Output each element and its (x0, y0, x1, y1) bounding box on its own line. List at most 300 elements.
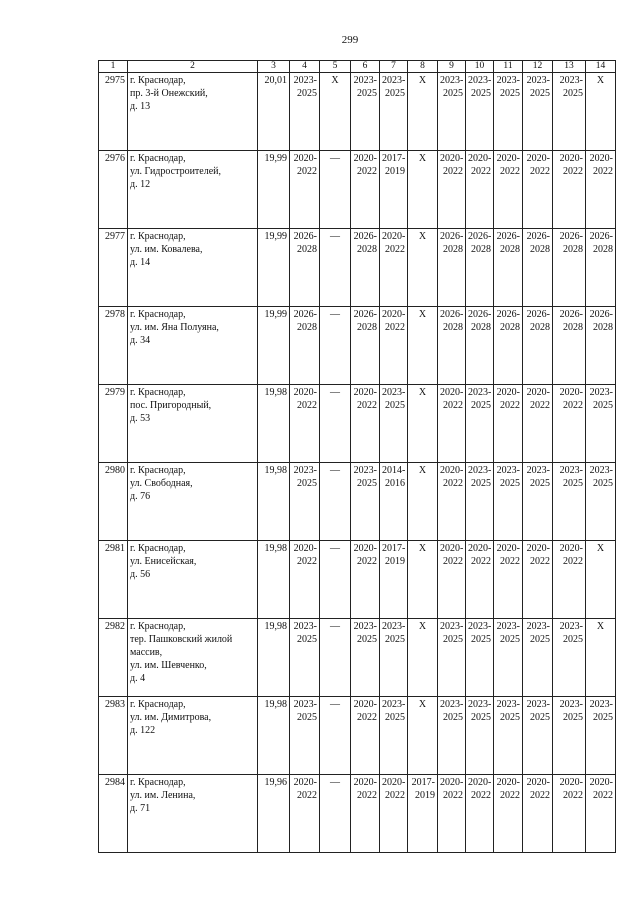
year-part: 2023- (293, 699, 317, 710)
year-range-cell (553, 73, 586, 151)
row-number: 2983 (99, 697, 128, 775)
year-range-cell (380, 697, 408, 775)
mark-text: — (330, 153, 340, 164)
mark-cell (320, 385, 351, 463)
year-part: 2016 (385, 478, 405, 489)
mark-cell (586, 541, 616, 619)
year-range-cell (586, 385, 616, 463)
year-part: 2028 (297, 322, 317, 333)
address-line: ул. им. Ленина, (130, 790, 196, 801)
year-part: 2025 (471, 400, 491, 411)
year-range-cell (466, 619, 494, 697)
year-range-cell (290, 307, 320, 385)
column-number-12: 12 (523, 61, 553, 73)
year-part: 2025 (530, 88, 550, 99)
year-part: 2023- (468, 621, 492, 632)
year-range-cell (494, 619, 523, 697)
address-cell (128, 619, 258, 697)
year-part: 2025 (297, 634, 317, 645)
year-part: 2022 (530, 400, 550, 411)
year-part: 2026- (353, 309, 377, 320)
year-range-cell (523, 463, 553, 541)
value-cell: 19,98 (258, 697, 290, 775)
year-range-cell (494, 385, 523, 463)
address-line: ул. им. Яна Полуяна, (130, 322, 219, 333)
year-range-cell (290, 151, 320, 229)
year-part: 2028 (443, 322, 463, 333)
year-part: 2022 (297, 166, 317, 177)
mark-text: — (330, 465, 340, 476)
row-number: 2976 (99, 151, 128, 229)
mark-cell (320, 307, 351, 385)
address-line: д. 71 (130, 803, 151, 814)
value-cell: 19,98 (258, 619, 290, 697)
year-part: 2023- (496, 699, 520, 710)
address-line: ул. им. Димитрова, (130, 712, 212, 723)
address-line: г. Краснодар, (130, 465, 186, 476)
year-range-cell (351, 151, 380, 229)
year-part: 2019 (385, 556, 405, 567)
year-part: 2028 (530, 244, 550, 255)
mark-text: X (596, 75, 605, 86)
mark-cell (320, 463, 351, 541)
year-range-cell (351, 697, 380, 775)
year-part: 2025 (385, 634, 405, 645)
mark-cell (408, 73, 438, 151)
year-part: 2022 (593, 790, 613, 801)
year-part: 2020- (353, 699, 377, 710)
year-part: 2020- (440, 543, 464, 554)
year-part: 2028 (471, 322, 491, 333)
table-row (99, 619, 616, 697)
value-cell: 19,96 (258, 775, 290, 853)
year-part: 2020- (589, 777, 613, 788)
year-part: 2023- (526, 75, 550, 86)
year-range-cell (466, 697, 494, 775)
mark-cell (408, 385, 438, 463)
year-part: 2026- (526, 309, 550, 320)
mark-cell (320, 775, 351, 853)
year-part: 2023- (559, 465, 583, 476)
year-part: 2028 (593, 244, 613, 255)
year-part: 2025 (500, 478, 520, 489)
year-part: 2025 (471, 88, 491, 99)
year-range-cell (351, 541, 380, 619)
year-part: 2026- (293, 231, 317, 242)
year-part: 2020- (353, 777, 377, 788)
column-number-8: 8 (408, 61, 438, 73)
year-part: 2025 (297, 88, 317, 99)
year-part: 2020- (382, 231, 406, 242)
year-part: 2023- (559, 75, 583, 86)
address-line: д. 76 (130, 491, 151, 502)
year-part: 2025 (500, 712, 520, 723)
mark-text: X (418, 75, 427, 86)
year-part: 2022 (593, 166, 613, 177)
address-line: ул. им. Шевченко, (130, 660, 207, 671)
year-range-cell (494, 541, 523, 619)
year-part: 2020- (559, 153, 583, 164)
mark-text: X (418, 621, 427, 632)
mark-text: — (330, 309, 340, 320)
address-line: ул. Енисейская, (130, 556, 197, 567)
mark-text: — (330, 621, 340, 632)
address-line: ул. им. Ковалева, (130, 244, 203, 255)
year-part: 2028 (297, 244, 317, 255)
year-part: 2023- (382, 699, 406, 710)
year-part: 2022 (385, 244, 405, 255)
year-part: 2025 (357, 634, 377, 645)
year-range-cell (586, 697, 616, 775)
year-part: 2026- (440, 231, 464, 242)
year-part: 2025 (357, 88, 377, 99)
year-range-cell (553, 697, 586, 775)
year-part: 2028 (593, 322, 613, 333)
year-range-cell (553, 775, 586, 853)
year-range-cell (438, 619, 466, 697)
year-part: 2023- (589, 387, 613, 398)
year-part: 2022 (443, 478, 463, 489)
year-range-cell (380, 307, 408, 385)
mark-text: X (418, 309, 427, 320)
year-part: 2025 (385, 712, 405, 723)
year-range-cell (438, 541, 466, 619)
column-number-1: 1 (99, 61, 128, 73)
year-range-cell (523, 73, 553, 151)
year-part: 2020- (496, 777, 520, 788)
address-line: д. 34 (130, 335, 151, 346)
year-range-cell (586, 307, 616, 385)
year-part: 2023- (353, 621, 377, 632)
mark-cell (320, 541, 351, 619)
year-part: 2025 (593, 400, 613, 411)
year-range-cell (466, 541, 494, 619)
address-line: д. 13 (130, 101, 151, 112)
year-part: 2023- (382, 75, 406, 86)
value-cell: 19,99 (258, 307, 290, 385)
mark-text: — (330, 699, 340, 710)
year-part: 2017- (382, 543, 406, 554)
year-part: 2020- (468, 153, 492, 164)
address-line: г. Краснодар, (130, 231, 186, 242)
year-part: 2022 (500, 166, 520, 177)
year-range-cell (523, 307, 553, 385)
year-part: 2022 (530, 556, 550, 567)
mark-text: X (418, 465, 427, 476)
year-part: 2022 (297, 790, 317, 801)
mark-text: X (596, 543, 605, 554)
address-line: пос. Пригородный, (130, 400, 212, 411)
year-part: 2017- (382, 153, 406, 164)
year-part: 2023- (526, 699, 550, 710)
year-part: 2023- (526, 465, 550, 476)
mark-cell (408, 697, 438, 775)
mark-cell (320, 73, 351, 151)
address-line: г. Краснодар, (130, 153, 186, 164)
year-part: 2020- (496, 153, 520, 164)
year-range-cell (438, 73, 466, 151)
year-range-cell (494, 151, 523, 229)
year-range-cell (523, 541, 553, 619)
row-number: 2981 (99, 541, 128, 619)
mark-text: X (331, 75, 339, 86)
mark-cell (408, 619, 438, 697)
row-number: 2980 (99, 463, 128, 541)
mark-text: X (418, 231, 427, 242)
year-part: 2020- (559, 543, 583, 554)
address-cell (128, 541, 258, 619)
column-number-7: 7 (380, 61, 408, 73)
year-part: 2022 (357, 712, 377, 723)
year-part: 2026- (293, 309, 317, 320)
year-part: 2014- (382, 465, 406, 476)
mark-text: — (330, 543, 340, 554)
year-range-cell (466, 229, 494, 307)
address-line: д. 53 (130, 413, 151, 424)
year-range-cell (438, 151, 466, 229)
year-range-cell (466, 151, 494, 229)
year-part: 2023- (440, 699, 464, 710)
address-cell (128, 463, 258, 541)
column-number-6: 6 (351, 61, 380, 73)
year-range-cell (290, 463, 320, 541)
year-part: 2020- (496, 387, 520, 398)
address-line: массив, (130, 647, 163, 658)
year-part: 2025 (563, 712, 583, 723)
mark-text: X (418, 699, 427, 710)
year-part: 2026- (589, 231, 613, 242)
column-number-9: 9 (438, 61, 466, 73)
year-range-cell (466, 307, 494, 385)
mark-text: X (418, 153, 427, 164)
year-range-cell (438, 385, 466, 463)
column-number-row (99, 61, 616, 73)
year-part: 2023- (382, 621, 406, 632)
row-number: 2977 (99, 229, 128, 307)
year-part: 2026- (440, 309, 464, 320)
year-part: 2023- (559, 621, 583, 632)
year-part: 2020- (559, 777, 583, 788)
year-part: 2028 (443, 244, 463, 255)
year-range-cell (351, 463, 380, 541)
address-line: г. Краснодар, (130, 543, 186, 554)
year-range-cell (466, 775, 494, 853)
mark-cell (586, 619, 616, 697)
year-range-cell (380, 73, 408, 151)
year-part: 2025 (297, 478, 317, 489)
year-range-cell (494, 697, 523, 775)
row-number: 2975 (99, 73, 128, 151)
year-part: 2020- (526, 543, 550, 554)
value-cell: 19,98 (258, 541, 290, 619)
mark-text: — (330, 387, 340, 398)
year-part: 2022 (563, 166, 583, 177)
year-part: 2026- (589, 309, 613, 320)
column-number-3: 3 (258, 61, 290, 73)
year-part: 2022 (297, 400, 317, 411)
year-range-cell (466, 463, 494, 541)
year-part: 2022 (443, 400, 463, 411)
year-part: 2025 (471, 634, 491, 645)
year-part: 2025 (443, 634, 463, 645)
year-range-cell (494, 307, 523, 385)
table-row (99, 151, 616, 229)
year-part: 2028 (500, 244, 520, 255)
year-part: 2022 (563, 556, 583, 567)
year-range-cell (553, 463, 586, 541)
year-part: 2022 (530, 166, 550, 177)
year-range-cell (351, 385, 380, 463)
value-cell: 19,99 (258, 229, 290, 307)
mark-text: — (330, 231, 340, 242)
year-range-cell (380, 385, 408, 463)
year-part: 2022 (563, 400, 583, 411)
year-part: 2019 (385, 166, 405, 177)
mark-text: — (330, 777, 340, 788)
table-row (99, 541, 616, 619)
row-number: 2979 (99, 385, 128, 463)
mark-cell (408, 541, 438, 619)
year-part: 2025 (357, 478, 377, 489)
mark-cell (320, 229, 351, 307)
year-part: 2023- (496, 621, 520, 632)
year-range-cell (380, 229, 408, 307)
year-part: 2028 (563, 322, 583, 333)
year-part: 2025 (471, 712, 491, 723)
year-part: 2020- (293, 543, 317, 554)
year-part: 2023- (293, 75, 317, 86)
year-range-cell (586, 775, 616, 853)
column-number-2: 2 (128, 61, 258, 73)
table-row (99, 385, 616, 463)
mark-cell (320, 619, 351, 697)
year-part: 2023- (440, 75, 464, 86)
year-part: 2025 (530, 712, 550, 723)
mark-cell (320, 697, 351, 775)
year-range-cell (438, 463, 466, 541)
column-number-5: 5 (320, 61, 351, 73)
year-part: 2028 (471, 244, 491, 255)
address-cell (128, 385, 258, 463)
year-part: 2028 (530, 322, 550, 333)
year-part: 2022 (443, 166, 463, 177)
address-cell (128, 775, 258, 853)
year-part: 2025 (563, 634, 583, 645)
year-range-cell (290, 541, 320, 619)
year-part: 2026- (559, 231, 583, 242)
year-part: 2028 (357, 322, 377, 333)
year-range-cell (523, 775, 553, 853)
year-part: 2026- (559, 309, 583, 320)
year-part: 2017- (411, 777, 435, 788)
year-part: 2022 (297, 556, 317, 567)
year-part: 2025 (500, 88, 520, 99)
mark-text: X (596, 621, 605, 632)
year-part: 2022 (530, 790, 550, 801)
year-part: 2020- (526, 777, 550, 788)
year-range-cell (408, 775, 438, 853)
table-row (99, 463, 616, 541)
address-line: ул. Свободная, (130, 478, 193, 489)
register-table (98, 60, 616, 853)
year-part: 2023- (496, 75, 520, 86)
year-range-cell (351, 307, 380, 385)
year-range-cell (290, 697, 320, 775)
address-line: д. 56 (130, 569, 151, 580)
year-range-cell (351, 229, 380, 307)
address-line: пр. 3-й Онежский, (130, 88, 208, 99)
year-part: 2023- (589, 465, 613, 476)
column-number-10: 10 (466, 61, 494, 73)
year-part: 2022 (471, 166, 491, 177)
year-range-cell (494, 73, 523, 151)
year-range-cell (380, 619, 408, 697)
year-range-cell (438, 229, 466, 307)
year-part: 2022 (563, 790, 583, 801)
year-part: 2022 (471, 556, 491, 567)
year-part: 2020- (468, 777, 492, 788)
year-range-cell (351, 619, 380, 697)
value-cell: 19,98 (258, 463, 290, 541)
year-range-cell (380, 775, 408, 853)
year-part: 2023- (353, 465, 377, 476)
row-number: 2978 (99, 307, 128, 385)
mark-cell (586, 73, 616, 151)
year-range-cell (523, 229, 553, 307)
year-range-cell (523, 697, 553, 775)
address-line: г. Краснодар, (130, 309, 186, 320)
year-range-cell (523, 619, 553, 697)
year-range-cell (523, 385, 553, 463)
year-range-cell (523, 151, 553, 229)
year-part: 2022 (443, 556, 463, 567)
row-number: 2982 (99, 619, 128, 697)
year-part: 2020- (440, 153, 464, 164)
address-line: г. Краснодар, (130, 699, 186, 710)
year-range-cell (438, 697, 466, 775)
table-row (99, 73, 616, 151)
year-part: 2020- (440, 777, 464, 788)
year-range-cell (466, 385, 494, 463)
year-range-cell (553, 541, 586, 619)
year-part: 2022 (471, 790, 491, 801)
address-cell (128, 151, 258, 229)
year-part: 2022 (357, 556, 377, 567)
year-part: 2023- (293, 465, 317, 476)
mark-cell (408, 151, 438, 229)
year-range-cell (586, 463, 616, 541)
year-range-cell (438, 775, 466, 853)
year-part: 2020- (559, 387, 583, 398)
year-range-cell (290, 385, 320, 463)
address-cell (128, 697, 258, 775)
mark-cell (408, 307, 438, 385)
address-line: г. Краснодар, (130, 777, 186, 788)
year-part: 2020- (496, 543, 520, 554)
year-part: 2020- (589, 153, 613, 164)
year-part: 2022 (357, 790, 377, 801)
table-row (99, 697, 616, 775)
year-part: 2025 (500, 634, 520, 645)
year-part: 2028 (563, 244, 583, 255)
year-range-cell (553, 385, 586, 463)
year-part: 2023- (496, 465, 520, 476)
year-range-cell (380, 463, 408, 541)
year-range-cell (586, 229, 616, 307)
mark-text: X (418, 543, 427, 554)
year-part: 2025 (385, 400, 405, 411)
address-cell (128, 307, 258, 385)
